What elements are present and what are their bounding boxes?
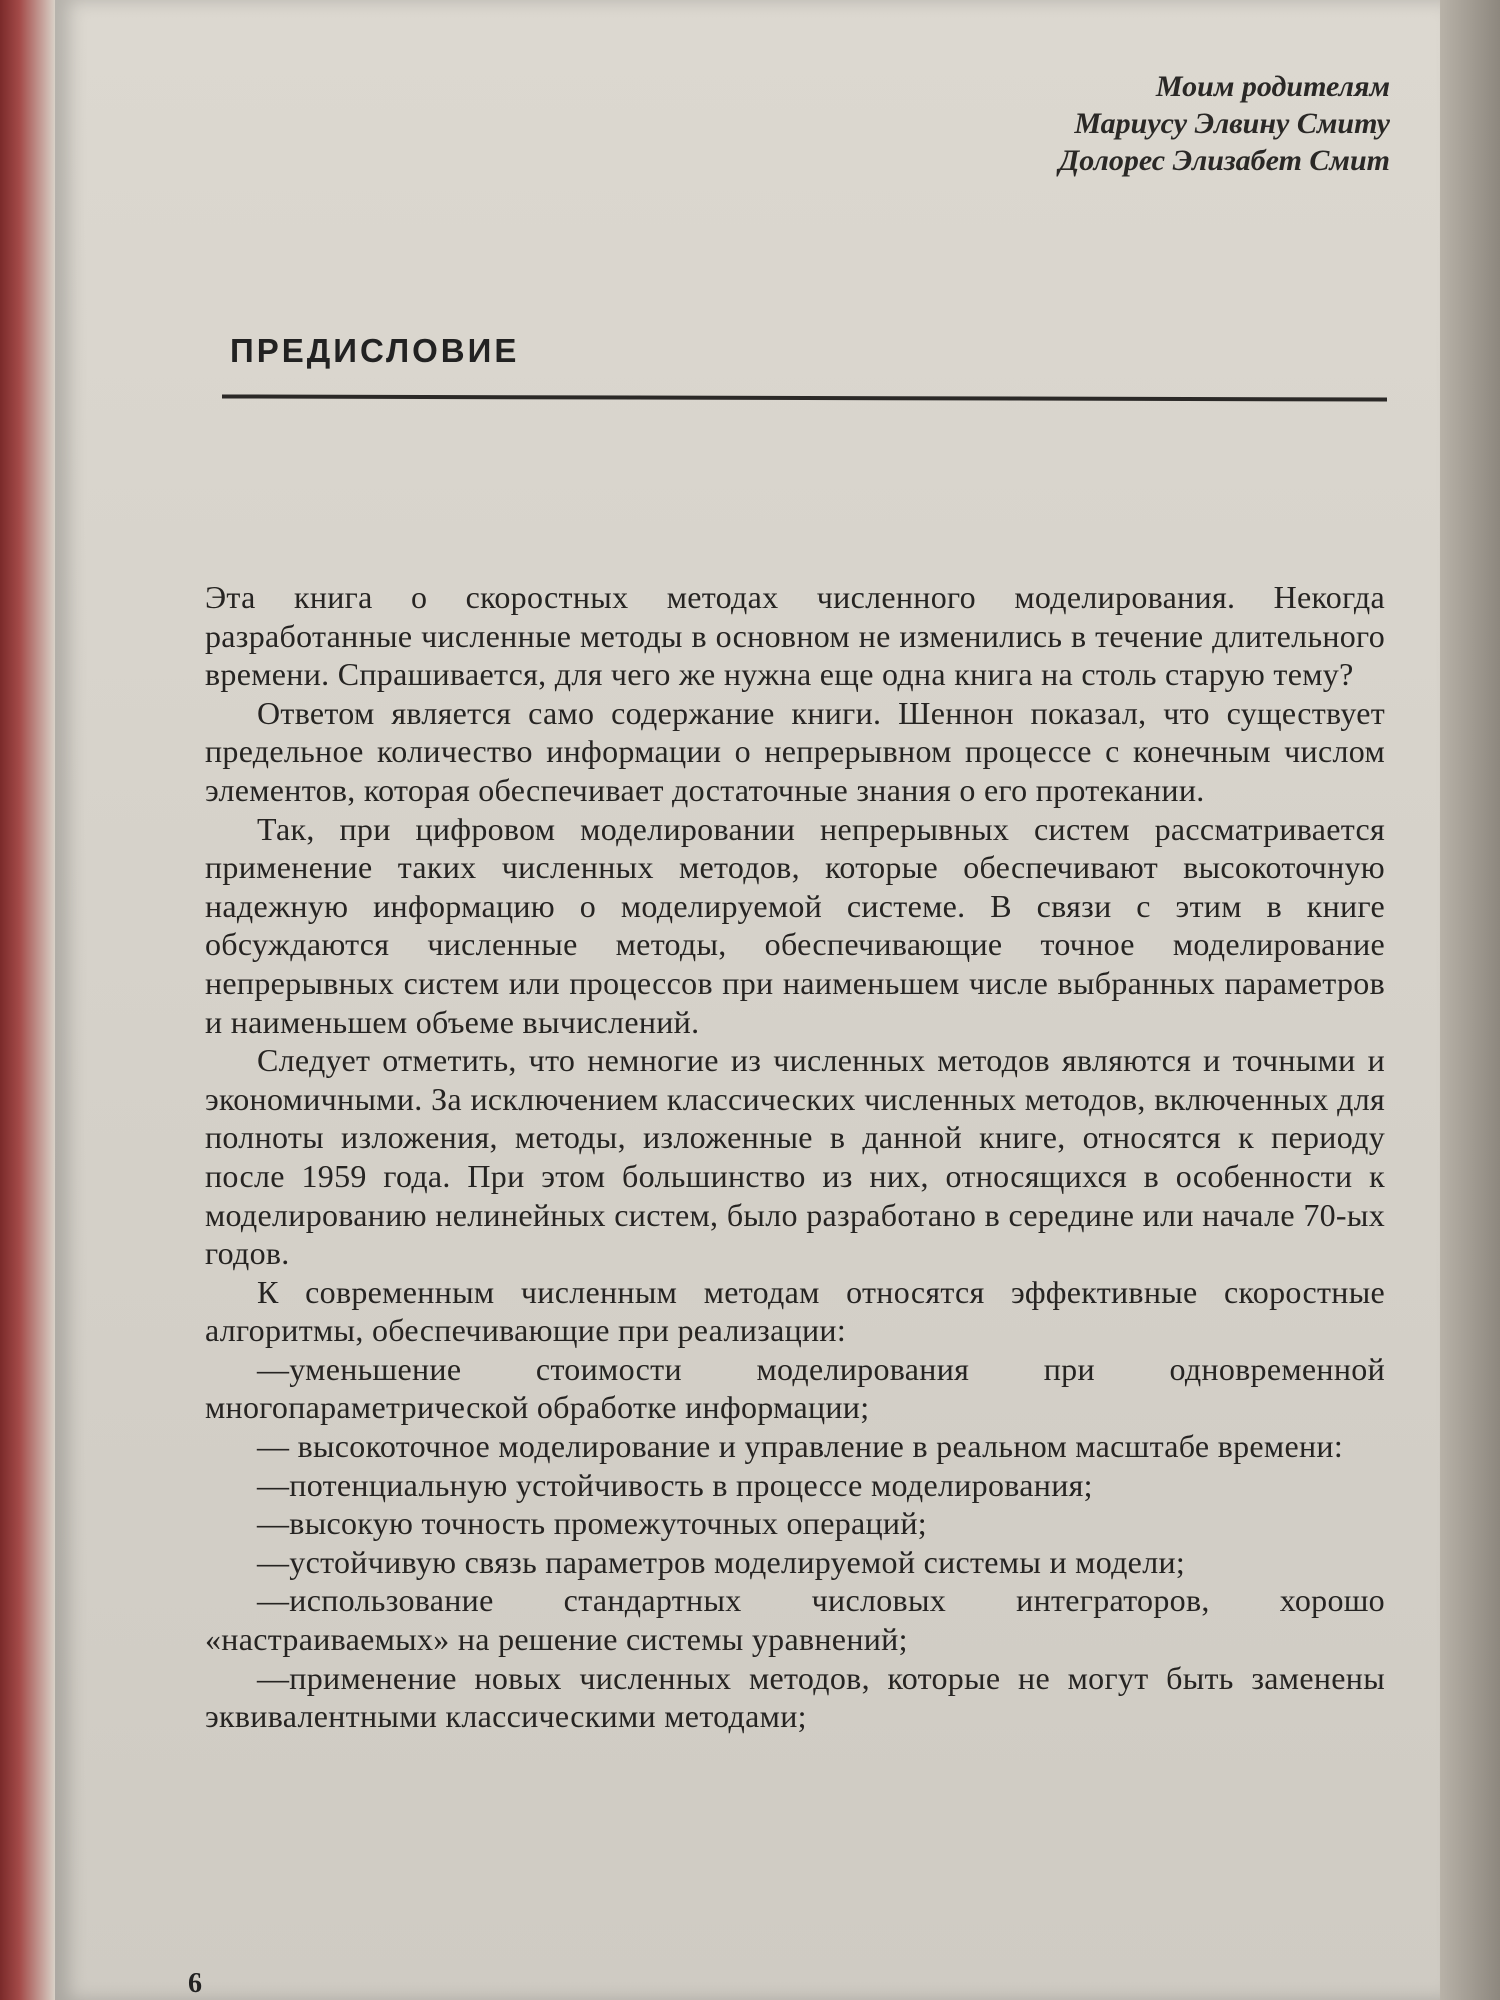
desk-background-left (0, 0, 55, 2000)
body-text (205, 578, 1385, 1736)
list-item: —высокую точность промежуточных операций; (257, 1505, 927, 1542)
list-item: —устойчивую связь параметров моделируемой системы и модели; (257, 1543, 1186, 1580)
adjacent-page-edge (1440, 0, 1500, 2000)
page-number: 6 (188, 1968, 202, 1999)
dedication (1059, 68, 1390, 179)
dedication-line-2: Мариусу Элвину Смиту (1074, 107, 1390, 140)
chapter-title: ПРЕДИСЛОВИЕ (230, 332, 520, 369)
list-item: —потенциальную устойчивость в процессе моделирования; (257, 1466, 1093, 1503)
list-item: —применение новых численных методов, которые не могут быть заменены эквивалентными классическими методами; (205, 1659, 1385, 1735)
paragraph: Ответом является само содержание книги. Шеннон показал, что существует предельное количество информации о непрерывном процессе с конечным числом элементов, которая обеспечивает достаточные знания о его протекании. (205, 694, 1385, 808)
dedication-line-3: Долорес Элизабет Смит (1058, 144, 1390, 177)
dedication-line-1: Моим родителям (1155, 70, 1390, 103)
paragraph: Следует отметить, что немногие из численных методов являются и точными и экономичными. За исключением классических численных методов, включенных для полноты изложения, методы, изложенные в данной книге, относятся к периоду после 1959 года. При этом большинство из них, относящихся в особенности к моделированию нелинейных систем, было разработано в середине или начале 70-ых годов. (205, 1042, 1385, 1272)
list-item: —использование стандартных числовых интеграторов, хорошо «настраиваемых» на решение системы уравнений; (205, 1582, 1385, 1658)
paragraph: Эта книга о скоростных методах численного моделирования. Некогда разработанные численные методы в основном не изменились в течение длительного времени. Спрашивается, для чего же нужна еще одна книга на столь старую тему? (205, 579, 1385, 693)
list-item: —уменьшение стоимости моделирования при одновременной многопараметрической обработке информации; (205, 1350, 1385, 1426)
paragraph: Так, при цифровом моделировании непрерывных систем рассматривается применение таких численных методов, которые обеспечивают высокоточную надежную информацию о моделируемой системе. В связи с этим в книге обсуждаются численные методы, обеспечивающие точное моделирование непрерывных систем или процессов при наименьшем числе выбранных параметров и наименьшем объеме вычислений. (205, 810, 1385, 1040)
paragraph: К современным численным методам относятся эффективные скоростные алгоритмы, обеспечивающие при реализации: (205, 1273, 1385, 1349)
list-item: — высокоточное моделирование и управление в реальном масштабе времени: (257, 1428, 1344, 1465)
